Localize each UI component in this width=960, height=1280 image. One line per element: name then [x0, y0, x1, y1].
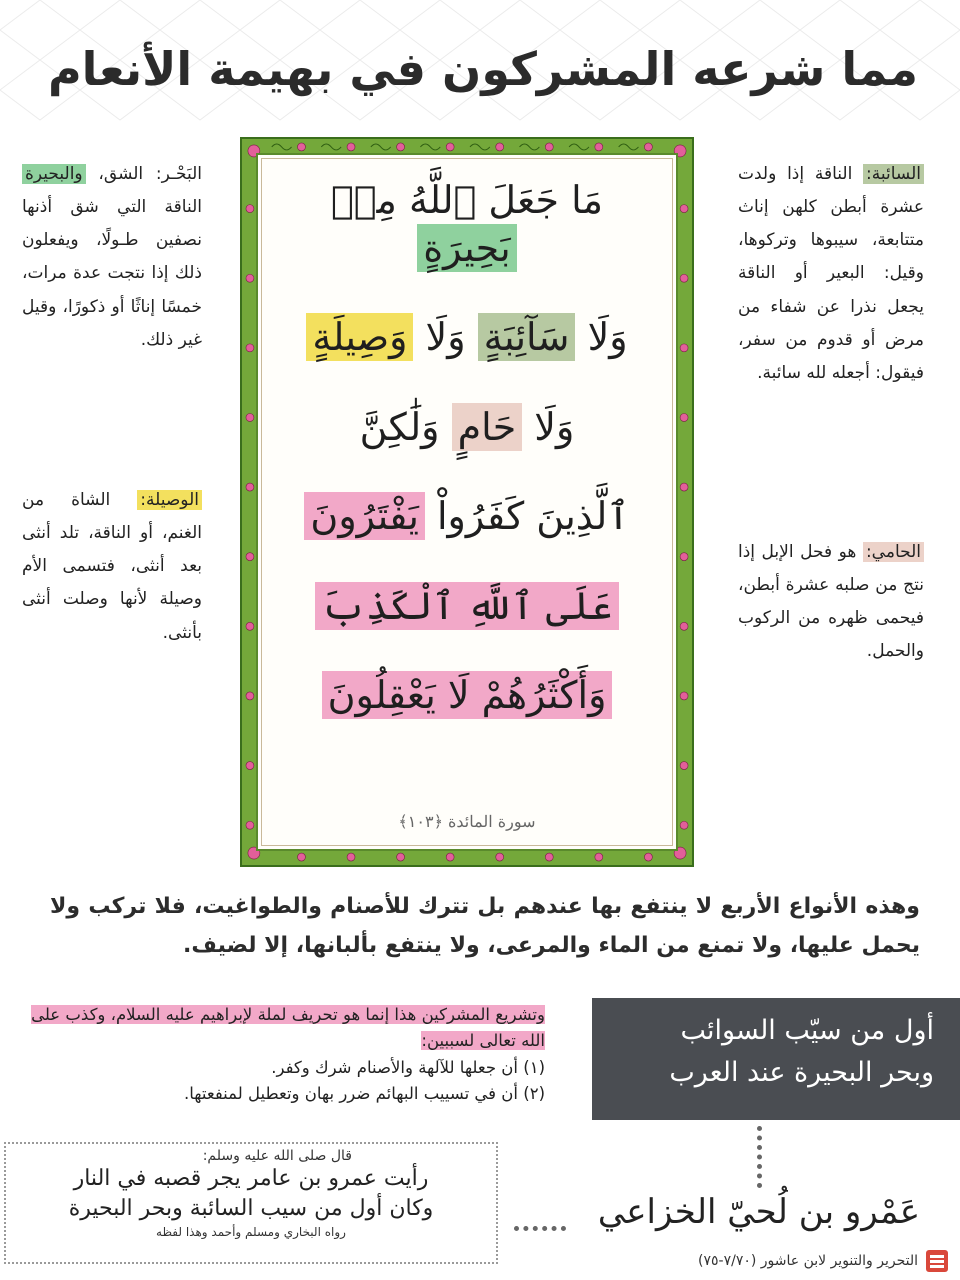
verse-wasila: وَصِيلَةٍ: [306, 313, 413, 361]
verse-saiba: سَآئِبَةٍ: [478, 313, 576, 361]
wasila-text: الشاة من الغنم، أو الناقة، تلد أنثى بعد أنثى، فتسمى الأم وصيلة لأنها وصلت أنثى بأنثى.: [22, 490, 202, 643]
person-name: عَمْرو بن لُحيّ الخزاعي: [597, 1192, 920, 1232]
surah-reference: سورة المائدة ﴿١٠٣﴾: [398, 812, 536, 831]
connector-dots-horizontal: [514, 1226, 566, 1231]
ruling-highlight: وتشريع المشركين هذا إنما هو تحريف لملة لإبراهيم عليه السلام، وكذب على الله تعالى لسببين:: [31, 1005, 545, 1051]
hadith-box: [4, 1142, 498, 1264]
verse-line-5: [276, 583, 658, 631]
hami-term: الحامي:: [863, 542, 924, 562]
connector-dots-vertical: [757, 1126, 763, 1188]
wasila-term: الوصيلة:: [137, 490, 202, 510]
bahira-prefix: البَحْـر: الشق،: [85, 164, 202, 184]
hadith-intro: قال صلى الله عليه وسلم:: [202, 1148, 352, 1164]
summary-paragraph: وهذه الأنواع الأربع لا ينتفع بها عندهم بل تترك للأصنام والطواغيت، فلا تركب ولا يحمل عليها، ولا تمنع من الماء والمرعى، ولا ينتفع بألبانها، إلا لضيف.: [50, 894, 920, 958]
bahira-text: الناقة التي شق أذنها نصفين طـولًا، ويفعلون ذلك إذا نتجت عدة مرات، خمسًا إناثًا أو ذكورًا، وقيل غير ذلك.: [22, 197, 202, 350]
source-citation: [698, 1250, 948, 1272]
page-title: مما شرعه المشركون في بهيمة الأنعام: [47, 42, 918, 96]
ruling-reason-2: (٢) أن في تسييب البهائم ضرر بهان وتعطيل لمنفعتها.: [184, 1084, 545, 1104]
verse-panel: [256, 153, 678, 851]
verse-3c: وَلَٰكِنَّ: [359, 404, 452, 449]
verse-line-1: [276, 177, 658, 272]
verse-6a: وَأَكْثَرُهُمْ لَا يَعْقِلُونَ: [322, 671, 613, 719]
bahira-term: والبحيرة: [22, 164, 86, 184]
verse-hami: حَامٍ: [452, 403, 523, 451]
verse-line-2: [276, 314, 658, 362]
ruling-note: [20, 1002, 545, 1108]
hadith-line-2: وكان أول من سيب السائبة وبحر البحيرة: [68, 1195, 434, 1221]
hami-definition: [738, 536, 924, 669]
saiba-term: السائبة:: [863, 164, 924, 184]
hadith-reference: رواه البخاري ومسلم وأحمد وهذا لفظه: [156, 1225, 346, 1240]
verse-line-6: [276, 672, 658, 720]
verse-bahira: بَحِيرَةٍ: [417, 224, 516, 272]
first-origin-box: [592, 998, 960, 1120]
verse-5a: عَلَى ٱللَّهِ ٱلْكَذِبَ: [315, 582, 618, 630]
saiba-definition: [738, 158, 924, 390]
verse-2a: وَلَا: [575, 315, 628, 359]
first-origin-line-2: وبحر البحيرة عند العرب: [669, 1056, 934, 1088]
verse-4a: ٱلَّذِينَ كَفَرُواْ: [424, 494, 630, 538]
verse-1a: مَا جَعَلَ ٱللَّهُ مِنۢ: [330, 178, 604, 222]
verse-line-4: [276, 493, 658, 541]
verse-yaftarun: يَفْتَرُونَ: [304, 492, 425, 540]
book-icon: [926, 1250, 948, 1272]
saiba-text: الناقة إذا ولدت عشرة أبطن كلهن إناث متتابعة، سيبوها وتركوها، وقيل: البعير أو الناقة يجعل نذرا عن شفاء من مرض أو قدوم من سفر، فيقول: أجعله لله سائبة.: [738, 164, 924, 383]
hadith-line-1: رأيت عمرو بن عامر يجر قصبه في النار: [73, 1166, 429, 1191]
verse-line-3: [276, 404, 658, 452]
verse-2c: وَلَا: [413, 315, 478, 359]
wasila-definition: [22, 484, 202, 650]
verse-3a: وَلَا: [522, 404, 575, 449]
source-text: التحرير والتنوير لابن عاشور (٧/٧٠-٧٥): [698, 1253, 918, 1269]
verse-frame: [240, 137, 694, 867]
ruling-reason-1: (١) أن جعلها للآلهة والأصنام شرك وكفر.: [271, 1057, 545, 1077]
bahira-definition: [22, 158, 202, 357]
first-origin-line-1: أول من سيّب السوائب: [680, 1015, 934, 1046]
hami-text: هو فحل الإبل إذا نتج من صلبه عشرة أبطن، فيحمى ظهره من الركوب والحمل.: [738, 542, 924, 662]
